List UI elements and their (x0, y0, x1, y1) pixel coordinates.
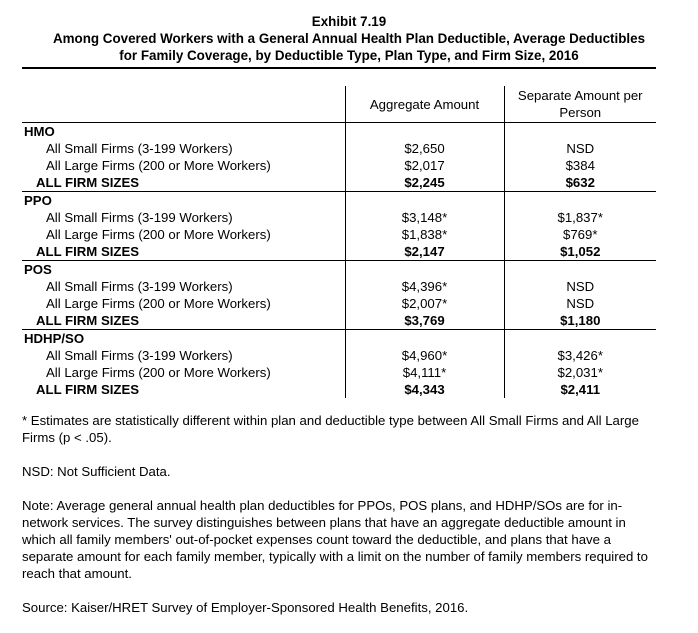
aggregate-amount-cell: $4,960* (345, 347, 504, 364)
total-aggregate-cell: $2,245 (345, 174, 504, 192)
separate-amount-cell: NSD (504, 278, 656, 295)
separate-amount-cell: $384 (504, 157, 656, 174)
firm-size-label: All Small Firms (3-199 Workers) (46, 141, 233, 156)
exhibit-title-line-1: Among Covered Workers with a General Annual Health Plan Deductible, Average Deductibles (52, 31, 646, 46)
total-separate-cell: $632 (504, 174, 656, 192)
aggregate-amount-cell: $1,838* (345, 226, 504, 243)
table-row (22, 295, 656, 312)
separate-amount-cell: $2,031* (504, 364, 656, 381)
total-separate-cell: $1,180 (504, 312, 656, 330)
title-divider (22, 67, 656, 69)
aggregate-amount-cell: $3,148* (345, 209, 504, 226)
footnotes (22, 412, 662, 633)
plan-type-label: POS (22, 261, 345, 279)
total-aggregate-cell: $4,343 (345, 381, 504, 398)
nsd-note: NSD: Not Sufficient Data. (22, 464, 171, 479)
plan-type-label: HMO (22, 123, 345, 141)
firm-size-label: All Large Firms (200 or More Workers) (46, 158, 271, 173)
plan-type-row (22, 330, 656, 348)
aggregate-amount-cell: $2,650 (345, 140, 504, 157)
total-row (22, 312, 656, 330)
exhibit-title (20, 13, 678, 64)
total-label: ALL FIRM SIZES (36, 313, 140, 328)
separate-amount-cell: $769* (504, 226, 656, 243)
significance-note: * Estimates are statistically different within plan and deductible type between All Small Firms and All Large Firms (p < .05). (22, 413, 639, 445)
methodology-note: Note: Average general annual health plan deductibles for PPOs, POS plans, and HDHP/SOs are for in-network services. The survey distinguishes between plans that have an aggregate deductible amount in which all family members' out-of-pocket expenses count toward the deductible, and plans that have a separate amount for each family member, typically with a limit on the number of family members required to reach that amount. (22, 498, 648, 581)
firm-size-label: All Large Firms (200 or More Workers) (46, 365, 271, 380)
firm-size-label: All Small Firms (3-199 Workers) (46, 348, 233, 363)
plan-type-label: HDHP/SO (22, 330, 345, 348)
empty-cell (345, 192, 504, 210)
empty-cell (504, 123, 656, 141)
firm-size-label: All Small Firms (3-199 Workers) (46, 279, 233, 294)
header-separate-line-2: Person (559, 105, 602, 120)
table-row (22, 157, 656, 174)
total-row (22, 381, 656, 398)
empty-cell (504, 192, 656, 210)
separate-amount-cell: NSD (504, 140, 656, 157)
total-aggregate-cell: $3,769 (345, 312, 504, 330)
header-separate-line-1: Separate Amount per (517, 88, 643, 103)
header-blank-cell (22, 86, 345, 123)
empty-cell (504, 330, 656, 348)
separate-amount-cell: $1,837* (504, 209, 656, 226)
table-body (22, 123, 656, 399)
total-row (22, 174, 656, 192)
empty-cell (345, 330, 504, 348)
empty-cell (345, 123, 504, 141)
table-row (22, 209, 656, 226)
table-row (22, 278, 656, 295)
aggregate-amount-cell: $2,017 (345, 157, 504, 174)
deductibles-table (22, 86, 656, 398)
aggregate-amount-cell: $4,396* (345, 278, 504, 295)
total-separate-cell: $2,411 (504, 381, 656, 398)
total-aggregate-cell: $2,147 (345, 243, 504, 261)
plan-type-row (22, 123, 656, 141)
table-row (22, 226, 656, 243)
separate-amount-cell: NSD (504, 295, 656, 312)
aggregate-amount-cell: $2,007* (345, 295, 504, 312)
table-header-row (22, 86, 656, 123)
empty-cell (504, 261, 656, 279)
aggregate-amount-cell: $4,111* (345, 364, 504, 381)
table-row (22, 140, 656, 157)
source-note: Source: Kaiser/HRET Survey of Employer-Sponsored Health Benefits, 2016. (22, 600, 469, 615)
exhibit-number: Exhibit 7.19 (311, 14, 387, 29)
header-aggregate-amount: Aggregate Amount (345, 86, 504, 123)
table-row (22, 347, 656, 364)
table-row (22, 364, 656, 381)
total-row (22, 243, 656, 261)
total-label: ALL FIRM SIZES (36, 175, 140, 190)
empty-cell (345, 261, 504, 279)
total-label: ALL FIRM SIZES (36, 382, 140, 397)
firm-size-label: All Large Firms (200 or More Workers) (46, 227, 271, 242)
total-separate-cell: $1,052 (504, 243, 656, 261)
plan-type-label: PPO (22, 192, 345, 210)
plan-type-row (22, 261, 656, 279)
separate-amount-cell: $3,426* (504, 347, 656, 364)
firm-size-label: All Large Firms (200 or More Workers) (46, 296, 271, 311)
total-label: ALL FIRM SIZES (36, 244, 140, 259)
plan-type-row (22, 192, 656, 210)
exhibit-title-line-2: for Family Coverage, by Deductible Type, Plan Type, and Firm Size, 2016 (119, 48, 579, 63)
firm-size-label: All Small Firms (3-199 Workers) (46, 210, 233, 225)
header-separate-amount (504, 86, 656, 123)
